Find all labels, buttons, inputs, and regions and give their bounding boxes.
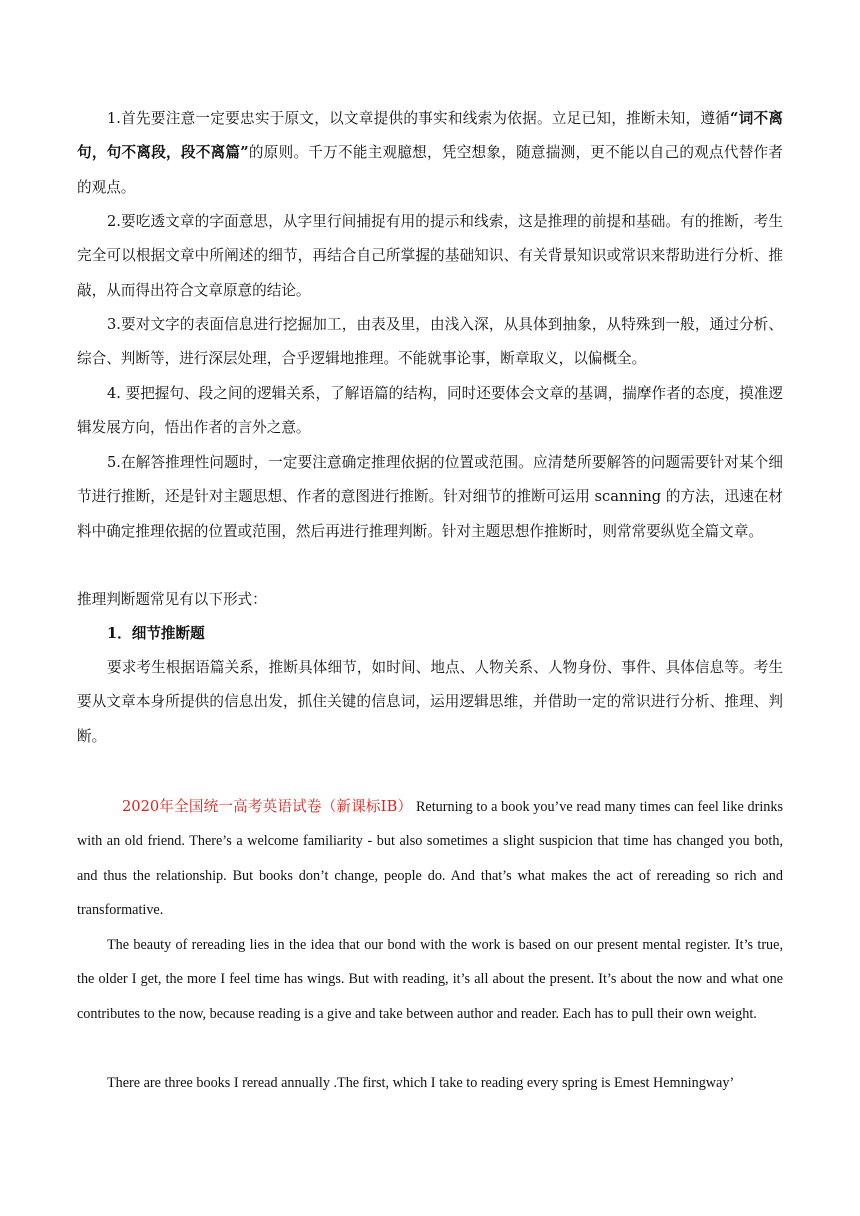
passage-paragraph-1 [77,790,783,928]
paragraph-6: 要求考生根据语篇关系，推断具体细节，如时间、地点、人物关系、人物身份、事件、具体信息等。考生要从文章本身所提供的信息出发，抓住关键的信息词，运用逻辑思维，并借助一定的常识进行分析、推理、判断。 [77,659,783,745]
paragraph-2: 2.要吃透文章的字面意思，从字里行间捕捉有用的提示和线索，这是推理的前提和基础。有的推断，考生完全可以根据文章中所阐述的细节，再结合自己所掌握的基础知识、有关背景知识或常识来帮助进行分析、推敲，从而得出符合文章原意的结论。 [77,213,783,299]
passage-paragraph-1-text: Returning to a book you’ve read many times can feel like drinks with an old friend. There’s a welcome familiarity - but also sometimes a slight suspicion that time has changed you both, and thus the relationship. But books don’t change, people do. And that’s what makes the act of rereading so rich and transformative. [77,799,783,919]
paragraph-3: 3.要对文字的表面信息进行挖掘加工，由表及里，由浅入深，从具体到抽象，从特殊到一般，通过分析、综合、判断等，进行深层处理，合乎逻辑地推理。不能就事论事，断章取义，以偏概全。 [77,316,783,368]
intro-line: 推理判断题常见有以下形式： [77,591,267,608]
section-heading: 1．细节推断题 [107,625,205,642]
paragraph-1-text-c: 的原则。千万不能主观臆想，凭空想象，随意揣测，更不能以自己的观点代替作者的观点。 [77,144,783,196]
paragraph-5: 5.在解答推理性问题时，一定要注意确定推理依据的位置或范围。应清楚所要解答的问题需要针对某个细节进行推断，还是针对主题思想、作者的意图进行推断。针对细节的推断可运用 scanning 的方法，迅速在材料中确定推理依据的位置或范围，然后再进行推理判断。针对主题思想作推断时，则常常要纵览全篇文章。 [77,454,783,540]
passage-paragraph-3: There are three books I reread annually .The first, which I take to reading every spring is Emest Hemningway’ [107,1075,735,1091]
paragraph-1 [77,102,783,205]
paragraph-1-bold: “词不离句，句不离段，段不离篇” [77,110,783,162]
source-label: 2020年全国统一高考英语试卷（新课标ⅠB） [122,798,413,815]
passage-paragraph-2: The beauty of rereading lies in the idea that our bond with the work is based on our present mental register. It’s true, the older I get, the more I feel time has wings. But with reading, it’s all about the present. It’s about the now and what one contributes to the now, because reading is a give and take between author and reader. Each has to pull their own weight. [77,937,783,1022]
paragraph-1-text-a: 1.首先要注意一定要忠实于原文，以文章提供的事实和线索为依据。立足已知，推断未知，遵循 [107,110,731,127]
paragraph-4: 4. 要把握句、段之间的逻辑关系，了解语篇的结构，同时还要体会文章的基调，揣摩作者的态度，摸准逻辑发展方向，悟出作者的言外之意。 [77,385,783,437]
